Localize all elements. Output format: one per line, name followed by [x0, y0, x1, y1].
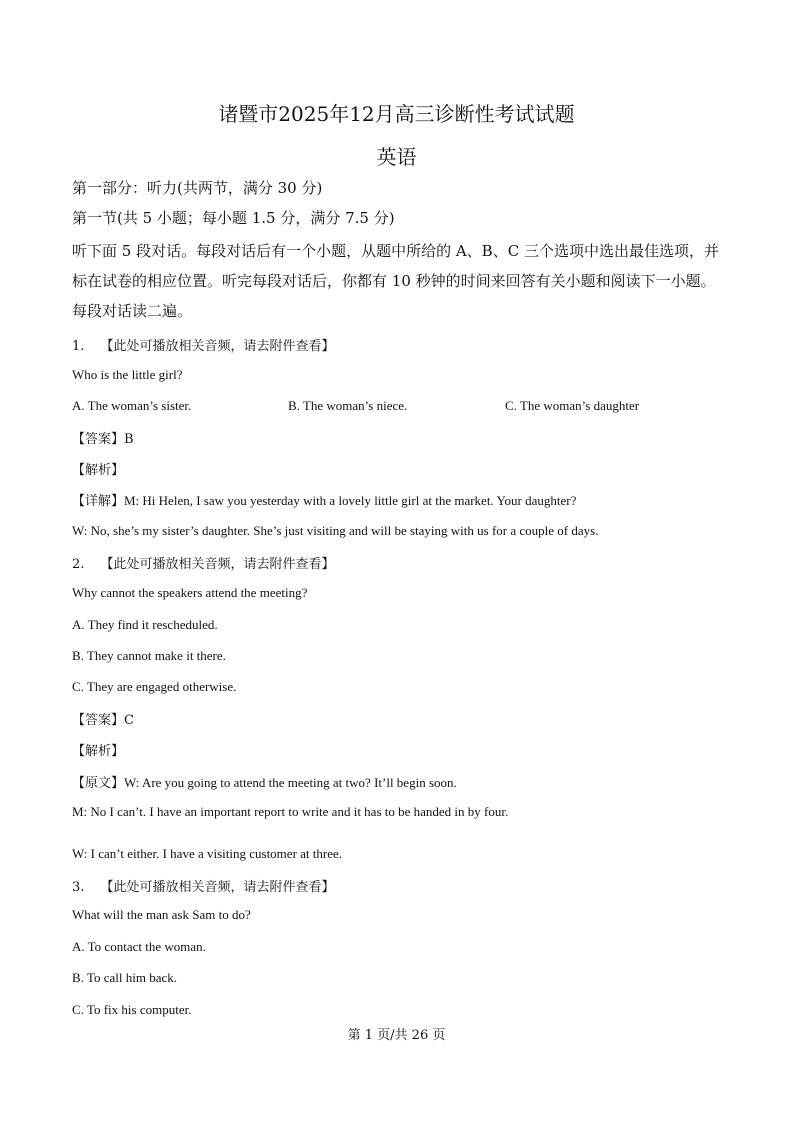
- question-1-detail-2: W: No, she’s my sister’s daughter. She’s just visiting and will be staying with us for a couple of days.: [72, 523, 599, 538]
- question-1-text: Who is the little girl?: [72, 367, 183, 382]
- audio-note: 【此处可播放相关音频，请去附件查看】: [100, 339, 335, 354]
- document-title: 诸暨市2025年12月高三诊断性考试试题: [218, 102, 575, 126]
- question-number: 3.: [72, 880, 85, 895]
- question-2-option-a: A. They find it rescheduled.: [72, 617, 218, 632]
- part-heading: 第一部分：听力(共两节，满分 30 分): [72, 179, 323, 197]
- question-3-text: What will the man ask Sam to do?: [72, 907, 251, 922]
- question-3-option-c: C. To fix his computer.: [72, 1002, 192, 1017]
- question-2-detail-2: M: No I can’t. I have an important report to write and it has to be handed in by four.: [72, 804, 509, 819]
- question-1-detail: 【详解】M: Hi Helen, I saw you yesterday with a lovely little girl at the market. Your daughter?: [72, 493, 577, 508]
- question-1-answer: 【答案】B: [72, 432, 134, 447]
- question-2-detail-3: W: I can’t either. I have a visiting customer at three.: [72, 846, 343, 861]
- instructions-paragraph: 听下面 5 段对话。每段对话后有一个小题，从题中所给的 A、B、C 三个选项中选出最佳选项，并标在试卷的相应位置。听完每段对话后，你都有 10 秒钟的时间来回答有关小题和阅读下一小题。每段对话读二遍。: [72, 242, 719, 320]
- question-1-option-b: B. The woman’s niece.: [288, 398, 408, 413]
- question-2-answer: 【答案】C: [72, 713, 134, 728]
- question-2-analysis: 【解析】: [72, 744, 125, 759]
- question-2-audio: [72, 553, 335, 572]
- section-heading: 第一节(共 5 小题；每小题 1.5 分，满分 7.5 分): [72, 209, 395, 227]
- question-number: 1.: [72, 339, 85, 354]
- subject-heading: 英语: [376, 145, 417, 169]
- page-footer: 第 1 页/共 26 页: [347, 1028, 446, 1043]
- question-2-detail: 【原文】W: Are you going to attend the meeting at two? It’ll begin soon.: [72, 775, 457, 790]
- question-3-option-b: B. To call him back.: [72, 970, 177, 985]
- question-1-option-c: C. The woman’s daughter: [505, 398, 640, 413]
- question-3-option-a: A. To contact the woman.: [72, 939, 206, 954]
- question-1-analysis: 【解析】: [72, 463, 125, 478]
- question-2-option-b: B. They cannot make it there.: [72, 648, 226, 663]
- question-number: 2.: [72, 557, 85, 572]
- question-3-audio: [72, 876, 335, 895]
- audio-note: 【此处可播放相关音频，请去附件查看】: [100, 557, 335, 572]
- question-1-option-a: A. The woman’s sister.: [72, 398, 192, 413]
- question-2-option-c: C. They are engaged otherwise.: [72, 679, 237, 694]
- question-2-text: Why cannot the speakers attend the meeting?: [72, 585, 308, 600]
- question-1-audio: [72, 335, 335, 354]
- audio-note: 【此处可播放相关音频，请去附件查看】: [100, 880, 335, 895]
